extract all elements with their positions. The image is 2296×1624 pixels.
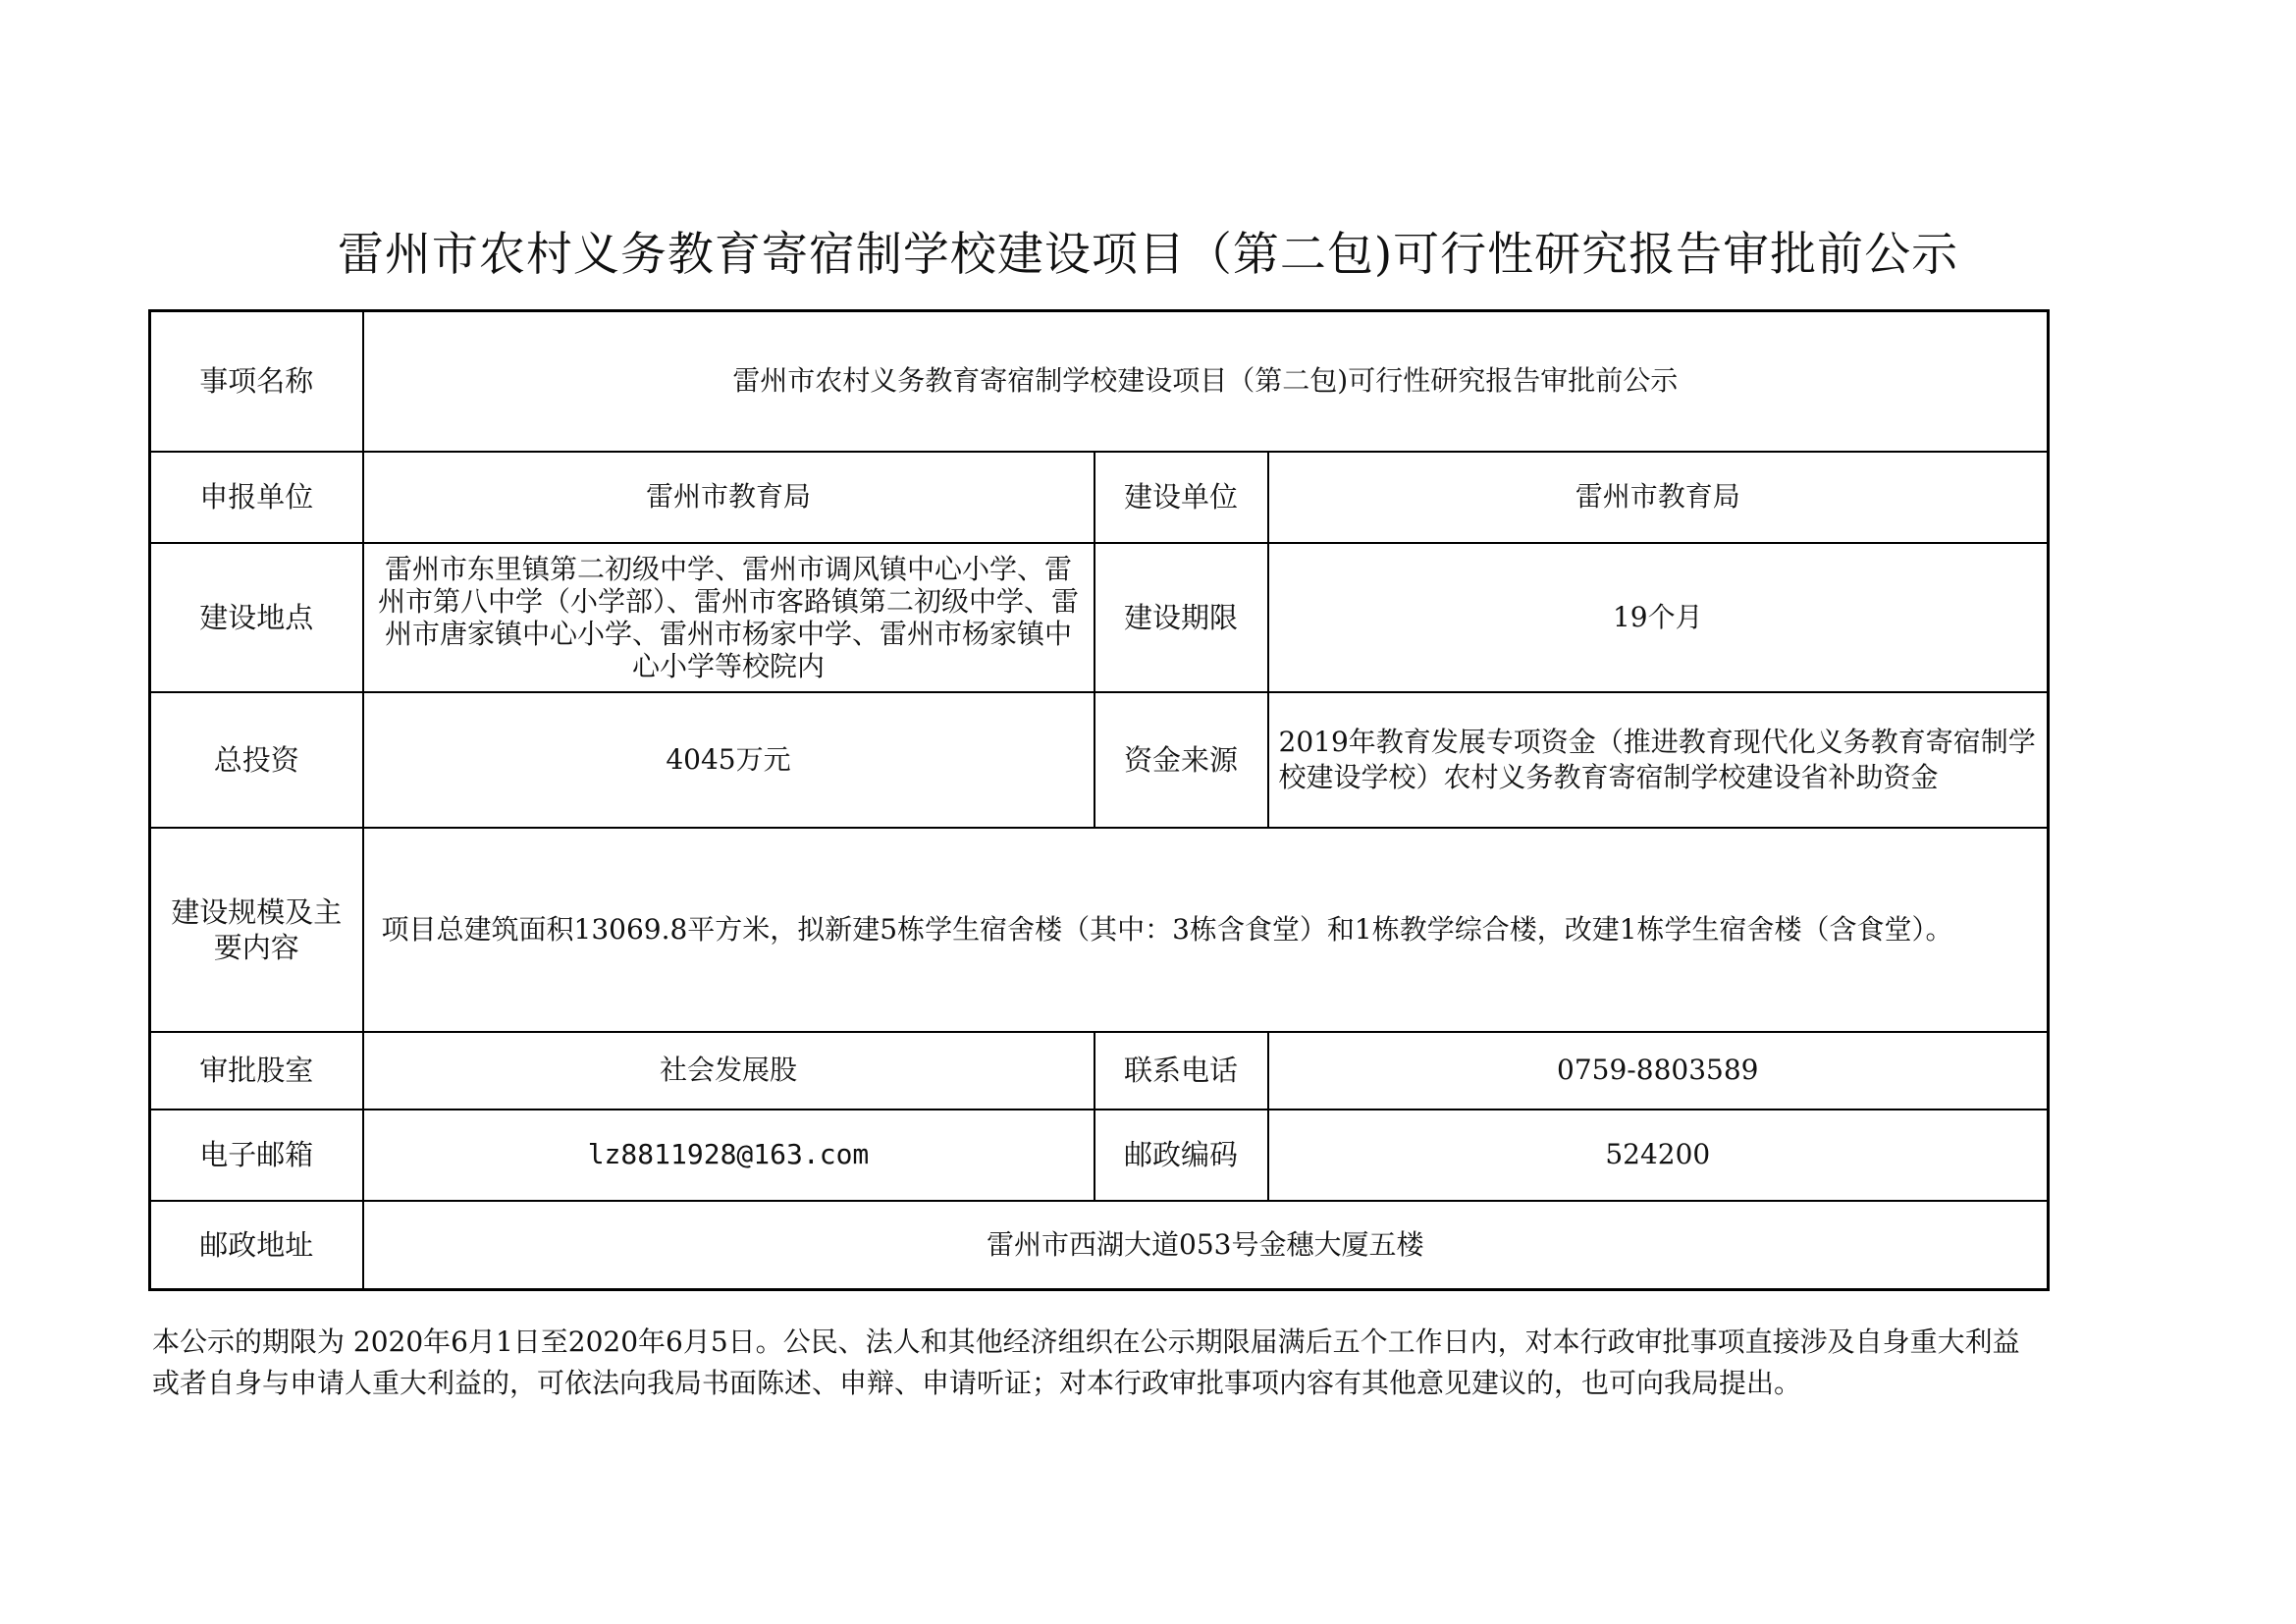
funding-value: 2019年教育发展专项资金（推进教育现代化义务教育寄宿制学校建设学校）农村义务教育寄宿制学校建设省补助资金 bbox=[1268, 692, 2049, 828]
postcode-label: 邮政编码 bbox=[1095, 1110, 1268, 1201]
scale-label: 建设规模及主要内容 bbox=[150, 828, 363, 1032]
office-label: 审批股室 bbox=[150, 1032, 363, 1110]
applicant-value: 雷州市教育局 bbox=[363, 452, 1095, 543]
address-value: 雷州市西湖大道053号金穗大厦五楼 bbox=[363, 1201, 2049, 1290]
address-label: 邮政地址 bbox=[150, 1201, 363, 1290]
applicant-label: 申报单位 bbox=[150, 452, 363, 543]
item-name-value: 雷州市农村义务教育寄宿制学校建设项目（第二包)可行性研究报告审批前公示 bbox=[363, 311, 2049, 452]
scale-value: 项目总建筑面积13069.8平方米，拟新建5栋学生宿舍楼（其中：3栋含食堂）和1栋教学综合楼，改建1栋学生宿舍楼（含食堂）。 bbox=[363, 828, 2049, 1032]
investment-value: 4045万元 bbox=[363, 692, 1095, 828]
notice-text: 本公示的期限为 2020年6月1日至2020年6月5日。公民、法人和其他经济组织在公示期限届满后五个工作日内，对本行政审批事项直接涉及自身重大利益或者自身与申请人重大利益的，可依法向我局书面陈述、申辩、申请听证；对本行政审批事项内容有其他意见建议的，也可向我局提出。 bbox=[152, 1326, 2020, 1399]
builder-label: 建设单位 bbox=[1095, 452, 1268, 543]
row-applicant bbox=[150, 452, 2049, 543]
row-address bbox=[150, 1201, 2049, 1290]
email-label: 电子邮箱 bbox=[150, 1110, 363, 1201]
publicity-form-table bbox=[148, 309, 2050, 1291]
phone-label: 联系电话 bbox=[1095, 1032, 1268, 1110]
office-value: 社会发展股 bbox=[363, 1032, 1095, 1110]
row-investment bbox=[150, 692, 2049, 828]
item-name-label: 事项名称 bbox=[150, 311, 363, 452]
email-value: lz8811928@163.com bbox=[363, 1110, 1095, 1201]
builder-value: 雷州市教育局 bbox=[1268, 452, 2049, 543]
row-office bbox=[150, 1032, 2049, 1110]
row-item-name bbox=[150, 311, 2049, 452]
investment-label: 总投资 bbox=[150, 692, 363, 828]
location-label: 建设地点 bbox=[150, 543, 363, 692]
period-value: 19个月 bbox=[1268, 543, 2049, 692]
row-location bbox=[150, 543, 2049, 692]
period-label: 建设期限 bbox=[1095, 543, 1268, 692]
funding-label: 资金来源 bbox=[1095, 692, 1268, 828]
page-title: 雷州市农村义务教育寄宿制学校建设项目（第二包)可行性研究报告审批前公示 bbox=[337, 228, 1959, 282]
location-value: 雷州市东里镇第二初级中学、雷州市调风镇中心小学、雷州市第八中学（小学部）、雷州市客路镇第二初级中学、雷州市唐家镇中心小学、雷州市杨家中学、雷州市杨家镇中心小学等校院内 bbox=[363, 543, 1095, 692]
row-email bbox=[150, 1110, 2049, 1201]
row-scale bbox=[150, 828, 2049, 1032]
phone-value: 0759-8803589 bbox=[1268, 1032, 2049, 1110]
postcode-value: 524200 bbox=[1268, 1110, 2049, 1201]
